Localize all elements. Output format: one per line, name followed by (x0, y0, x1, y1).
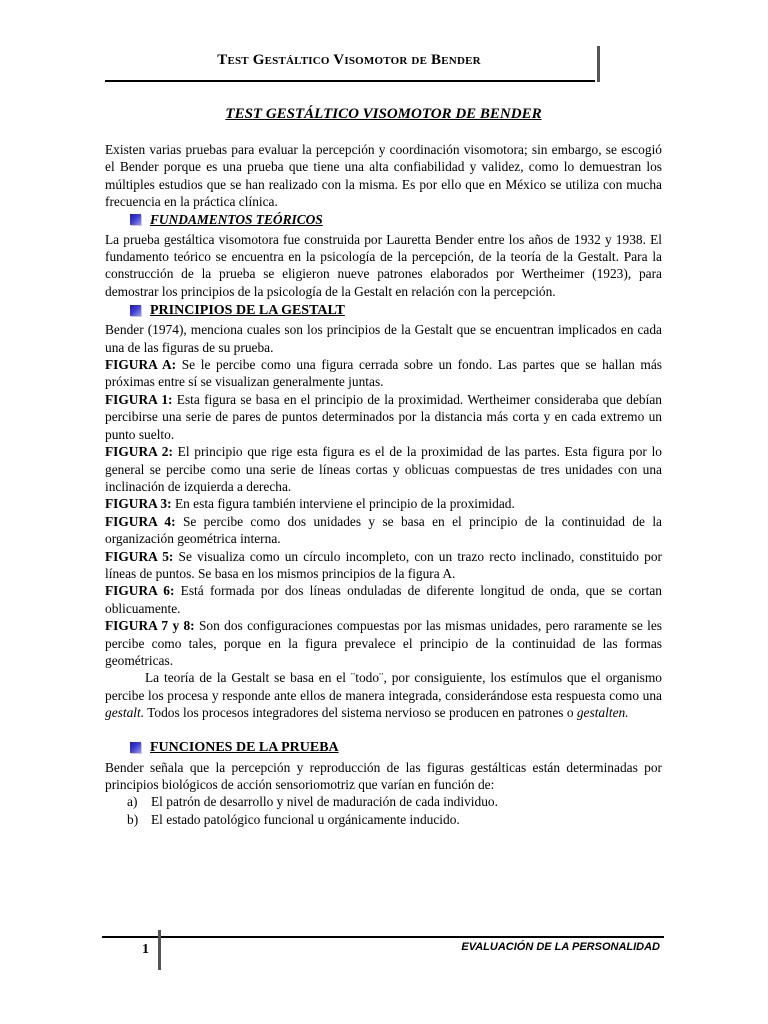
gestalt-closing-paragraph (105, 669, 662, 721)
figure-text: El principio que rige esta figura es el de la proximidad de las partes. Esta figura por lo general se percibe como una serie de líneas cortas y oblicuas compuestas de tres unidades con una inclinación de izquierda a derecha. (105, 444, 662, 494)
figure-text: Son dos configuraciones compuestas por las mismas unidades, pero raramente se les percibe como tales, porque en la figura prevalece el principio de la continuidad de las formas geométricas. (105, 618, 662, 668)
figure-text: Se percibe como dos unidades y se basa en el principio de la continuidad de la organización geométrica interna. (105, 513, 662, 547)
fundamentos-paragraph: La prueba gestáltica visomotora fue construida por Lauretta Bender entre los años de 1932 y 1938. El fundamento teórico se encuentra en la psicología de la percepción, de la teoría de la Gestalt. Para la construcción de la prueba se eligieron nueve patrones elaborados por Wertheimer (1923), para demostrar los principios de la psicología de la Gestalt en relación con la percepción. (105, 231, 662, 299)
figure-text: En esta figura también interviene el principio de la proximidad. (171, 496, 515, 512)
figure-item (105, 582, 662, 617)
closing-text-1: La teoría de la Gestalt se basa en el ¨todo¨, por consiguiente, los estímulos que el organismo percibe los procesa y responde ante ellos de manera integrada, considerándose esta respuesta como una (105, 670, 662, 703)
figure-label: FIGURA 1: (105, 391, 173, 407)
list-marker: b) (127, 811, 139, 827)
figure-label: FIGURA 3: (105, 496, 172, 512)
figure-item (105, 356, 662, 391)
funciones-paragraph: Bender señala que la percepción y reproducción de las figuras gestálticas están determinadas por principios biológicos de acción sensoriomotriz que varían en función de: (105, 759, 662, 792)
document-title: TEST GESTÁLTICO VISOMOTOR DE BENDER (225, 106, 542, 122)
figure-label: FIGURA 6: (105, 583, 175, 599)
list-item (127, 793, 662, 810)
footer-rule (102, 936, 664, 938)
closing-emphasis-gestalten: gestalten. (576, 705, 629, 721)
section-title-principios: PRINCIPIOS DE LA GESTALT (150, 302, 345, 318)
header-vertical-bar (597, 46, 600, 82)
closing-emphasis-gestalt: gestalt. (105, 705, 145, 721)
list-item-text: El estado patológico funcional u orgánicamente inducido. (151, 811, 460, 827)
figure-label: FIGURA 5: (105, 548, 174, 564)
section-title-fundamentos: FUNDAMENTOS TEÓRICOS (150, 211, 323, 227)
figure-label: FIGURA A: (105, 357, 177, 373)
figure-list (105, 356, 662, 669)
figure-text: Se le percibe como una figura cerrada sobre un fondo. Las partes que se hallan más próximas entre sí se visualizan generalmente juntas. (105, 357, 662, 390)
page-number: 1 (142, 942, 149, 957)
figure-item (105, 391, 662, 443)
principios-intro: Bender (1974), menciona cuales son los principios de la Gestalt que se encuentran implicados en cada una de las figuras de su prueba. (105, 322, 662, 355)
footer-vertical-bar (158, 930, 161, 970)
page-header (105, 46, 625, 82)
figure-label: FIGURA 2: (105, 444, 173, 460)
figure-text: Se visualiza como un círculo incompleto, con un trazo recto inclinado, constituido por líneas de puntos. Se basa en los mismos principios de la figura A. (105, 548, 662, 581)
section-heading-funciones (130, 739, 662, 757)
figure-item (105, 495, 662, 512)
figure-text: Esta figura se basa en el principio de la proximidad. Wertheimer consideraba que debían percibirse una serie de pares de puntos determinados por la distancia más corta y en cada extremo un punto suelto. (105, 391, 662, 442)
figure-item (105, 513, 662, 548)
header-rule (105, 80, 595, 82)
list-item (127, 811, 662, 828)
funciones-list (105, 793, 662, 828)
intro-paragraph: Existen varias pruebas para evaluar la percepción y coordinación visomotora; sin embargo, se escogió el Bender porque es una prueba que tiene una alta confiabilidad y validez, como lo demuestran los múltiples estudios que se han realizado con la misma. Es por ello que en México se utiliza con mucha frecuencia en la práctica clínica. (105, 142, 662, 210)
page-footer (102, 930, 664, 970)
list-item-text: El patrón de desarrollo y nivel de maduración de cada individuo. (151, 794, 498, 810)
section-title-funciones: FUNCIONES DE LA PRUEBA (150, 739, 339, 755)
square-bullet-icon (130, 305, 141, 316)
closing-text-2: Todos los procesos integradores del sistema nervioso se producen en patrones o (144, 705, 577, 721)
list-marker: a) (127, 794, 138, 810)
figure-label: FIGURA 4: (105, 513, 176, 529)
figure-item (105, 443, 662, 495)
section-heading-fundamentos (130, 211, 662, 229)
figure-item (105, 617, 662, 669)
square-bullet-icon (130, 742, 141, 753)
spacer (105, 722, 662, 739)
header-title: Test Gestáltico Visomotor de Bender (217, 52, 481, 68)
square-bullet-icon (130, 214, 141, 225)
figure-item (105, 548, 662, 583)
section-heading-principios (130, 301, 662, 319)
footer-label: EVALUACIÓN DE LA PERSONALIDAD (461, 941, 660, 953)
figure-text: Está formada por dos líneas onduladas de diferente longitud de onda, que se cortan oblicuamente. (105, 583, 662, 616)
figure-label: FIGURA 7 y 8: (105, 618, 195, 634)
document-body (105, 104, 662, 828)
